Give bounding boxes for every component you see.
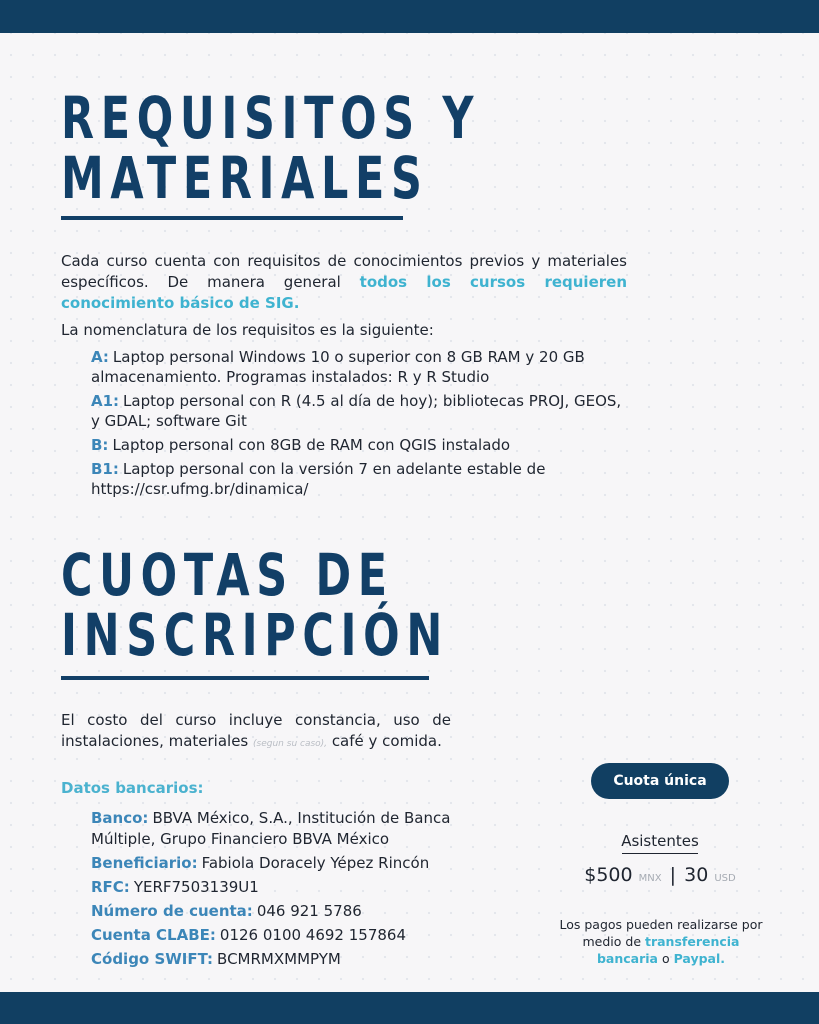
bank-data-list (91, 808, 461, 973)
payment-method-paypal: Paypal. (673, 951, 726, 966)
bank-item-bank (91, 808, 461, 850)
bank-label: Beneficiario: (91, 854, 198, 872)
requirement-text: Laptop personal con la versión 7 en adelante estable de https://csr.ufmg.br/dinamica/ (91, 460, 546, 498)
requirement-item-a (91, 347, 631, 387)
audience-underline (622, 853, 698, 854)
bank-item-rfc (91, 877, 461, 898)
requirement-item-b1 (91, 459, 631, 499)
cost-note: (segun su caso), (253, 739, 328, 749)
bottom-band (0, 992, 819, 1024)
requirement-item-a1 (91, 391, 631, 431)
bank-value: YERF7503139U1 (133, 878, 259, 896)
bank-label: Cuenta CLABE: (91, 926, 216, 944)
requirements-intro (61, 251, 627, 314)
bank-label: Número de cuenta: (91, 902, 253, 920)
requirement-item-b (91, 435, 631, 455)
fees-heading-line1: CUOTAS DE (61, 541, 394, 609)
audience-label: Asistentes (621, 832, 699, 850)
bank-label: Banco: (91, 809, 149, 827)
cost-text-after: café y comida. (327, 732, 442, 750)
payment-note-mid: o (657, 951, 674, 966)
payment-method-transfer: transferencia bancaria (596, 934, 740, 966)
fees-heading-rule (61, 676, 429, 680)
requirements-heading (61, 84, 627, 212)
payment-note (556, 916, 766, 967)
bank-label: RFC: (91, 878, 130, 896)
requirement-code: B: (91, 436, 109, 454)
bank-value: BBVA México, S.A., Institución de Banca Múltiple, Grupo Financiero BBVA México (91, 809, 451, 848)
cost-text-before: El costo del curso incluye constancia, uso de instalaciones, materiales (61, 711, 451, 750)
requirement-code: A1: (91, 392, 120, 410)
currency-usd: USD (714, 873, 736, 884)
requirement-text: Laptop personal con R (4.5 al día de hoy); bibliotecas PROJ, GEOS, y GDAL; software Git (91, 392, 622, 430)
requirements-list (91, 347, 631, 503)
requirement-code: A: (91, 348, 109, 366)
fees-heading (61, 541, 585, 669)
cost-description (61, 710, 451, 755)
bank-label: Código SWIFT: (91, 950, 214, 968)
bank-item-clabe (91, 925, 461, 946)
price-mxn: $500 (584, 864, 633, 886)
bank-value: 046 921 5786 (256, 902, 362, 920)
requirements-heading-line2: MATERIALES (61, 144, 429, 212)
intro-text: Cada curso cuenta con requisitos de conocimientos previos y materiales específicos. De manera general (61, 252, 627, 291)
requirements-heading-line1: REQUISITOS Y (61, 84, 481, 152)
bank-item-beneficiary (91, 853, 461, 874)
intro-highlight: todos los cursos requieren conocimiento básico de SIG. (61, 273, 627, 312)
fee-type-badge: Cuota única (591, 763, 729, 799)
bank-value: BCMRMXMMPYM (217, 950, 341, 968)
bank-value: 0126 0100 4692 157864 (219, 926, 407, 944)
fees-heading-line2: INSCRIPCIÓN (61, 601, 449, 669)
nomenclature-text: La nomenclatura de los requisitos es la siguiente: (61, 321, 434, 339)
requirements-heading-rule (61, 216, 403, 220)
bank-item-account (91, 901, 461, 922)
payment-note-text: Los pagos pueden realizarse por medio de (559, 917, 763, 949)
price-separator: | (669, 864, 677, 886)
bank-item-swift (91, 949, 461, 970)
bank-data-title: Datos bancarios: (61, 779, 204, 797)
requirement-code: B1: (91, 460, 119, 478)
requirement-text: Laptop personal con 8GB de RAM con QGIS instalado (112, 436, 511, 454)
bank-value: Fabiola Doracely Yépez Rincón (201, 854, 430, 872)
price-line (560, 864, 760, 886)
top-band (0, 0, 819, 33)
requirement-text: Laptop personal Windows 10 o superior con 8 GB RAM y 20 GB almacenamiento. Programas instalados: R y R Studio (91, 348, 585, 386)
price-usd: 30 (684, 864, 709, 886)
currency-mxn: MNX (638, 873, 662, 884)
